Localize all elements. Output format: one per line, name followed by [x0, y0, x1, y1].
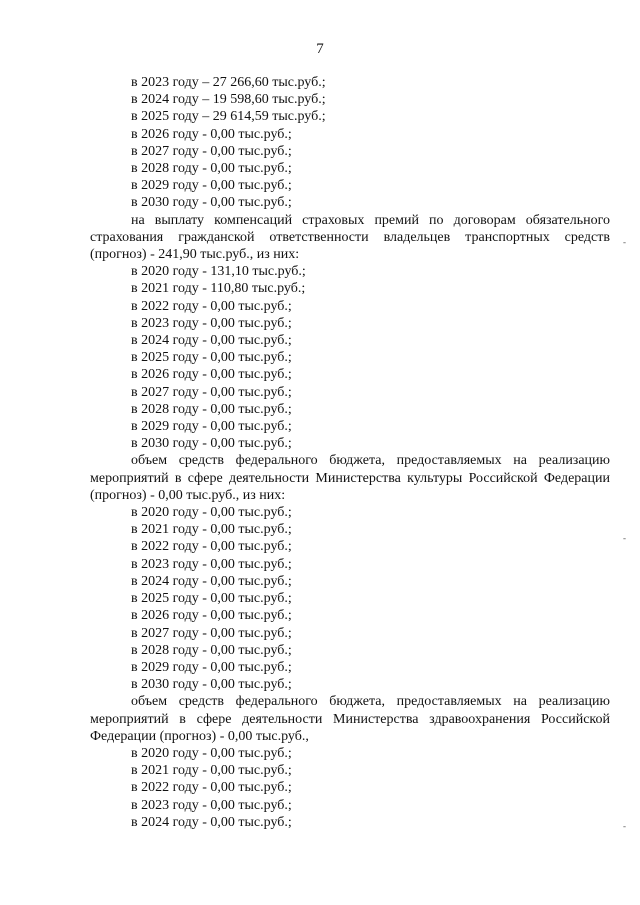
document-body: [90, 74, 610, 831]
list-item: в 2030 году - 0,00 тыс.руб.;: [131, 195, 292, 211]
list-item: в 2023 году - 0,00 тыс.руб.;: [131, 556, 292, 572]
list-item: в 2026 году - 0,00 тыс.руб.;: [131, 126, 292, 142]
list-item: в 2026 году - 0,00 тыс.руб.;: [131, 367, 292, 383]
list-item: в 2024 году - 0,00 тыс.руб.;: [131, 814, 292, 830]
list-item: в 2028 году - 0,00 тыс.руб.;: [131, 161, 292, 177]
list-item: в 2027 году - 0,00 тыс.руб.;: [131, 625, 292, 641]
list-item: в 2022 году - 0,00 тыс.руб.;: [131, 539, 292, 555]
list-item: в 2021 году - 0,00 тыс.руб.;: [131, 763, 292, 779]
list-item: в 2025 году – 29 614,59 тыс.руб.;: [131, 109, 326, 125]
page-number: 7: [316, 41, 324, 57]
margin-mark: -: [623, 533, 626, 543]
list-item: в 2029 году - 0,00 тыс.руб.;: [131, 659, 292, 675]
list-item: в 2024 году – 19 598,60 тыс.руб.;: [131, 92, 326, 108]
margin-mark: -: [623, 237, 626, 247]
list-item: в 2030 году - 0,00 тыс.руб.;: [131, 677, 292, 693]
list-item: в 2021 году - 0,00 тыс.руб.;: [131, 522, 292, 538]
list-item: в 2023 году - 0,00 тыс.руб.;: [131, 797, 292, 813]
list-item: в 2026 году - 0,00 тыс.руб.;: [131, 608, 292, 624]
list-item: в 2020 году - 0,00 тыс.руб.;: [131, 745, 292, 761]
paragraph-ministry-health: объем средств федерального бюджета, предоставляемых на реализацию мероприятий в сфере деятельности Министерства здравоохранения Российской Федерации (прогноз) - 0,00 тыс.руб.,: [90, 694, 610, 744]
list-item: в 2020 году - 0,00 тыс.руб.;: [131, 505, 292, 521]
list-item: в 2029 году - 0,00 тыс.руб.;: [131, 419, 292, 435]
list-item: в 2022 году - 0,00 тыс.руб.;: [131, 298, 292, 314]
list-item: в 2028 году - 0,00 тыс.руб.;: [131, 642, 292, 658]
list-item: в 2022 году - 0,00 тыс.руб.;: [131, 780, 292, 796]
list-item: в 2023 году – 27 266,60 тыс.руб.;: [131, 75, 326, 90]
list-item: в 2027 году - 0,00 тыс.руб.;: [131, 384, 292, 400]
list-item: в 2025 году - 0,00 тыс.руб.;: [131, 591, 292, 607]
list-item: в 2021 году - 110,80 тыс.руб.;: [131, 281, 306, 297]
list-item: в 2027 году - 0,00 тыс.руб.;: [131, 143, 292, 159]
list-item: в 2023 году - 0,00 тыс.руб.;: [131, 315, 292, 331]
margin-mark: -: [623, 821, 626, 831]
list-item: в 2030 году - 0,00 тыс.руб.;: [131, 436, 292, 452]
list-item: в 2028 году - 0,00 тыс.руб.;: [131, 401, 292, 417]
list-item: в 2029 году - 0,00 тыс.руб.;: [131, 178, 292, 194]
list-item: в 2025 году - 0,00 тыс.руб.;: [131, 350, 292, 366]
list-item: в 2020 году - 131,10 тыс.руб.;: [131, 264, 306, 280]
paragraph-osago-compensation: на выплату компенсаций страховых премий по договорам обязательного страхования гражданской ответственности владельцев транспортных средств (прогноз) - 241,90 тыс.руб., из них:: [90, 212, 610, 263]
list-item: в 2024 году - 0,00 тыс.руб.;: [131, 573, 292, 589]
paragraph-ministry-culture: объем средств федерального бюджета, предоставляемых на реализацию мероприятий в сфере деятельности Министерства культуры Российской Федерации (прогноз) - 0,00 тыс.руб., из них:: [90, 453, 610, 503]
list-item: в 2024 году - 0,00 тыс.руб.;: [131, 333, 292, 349]
